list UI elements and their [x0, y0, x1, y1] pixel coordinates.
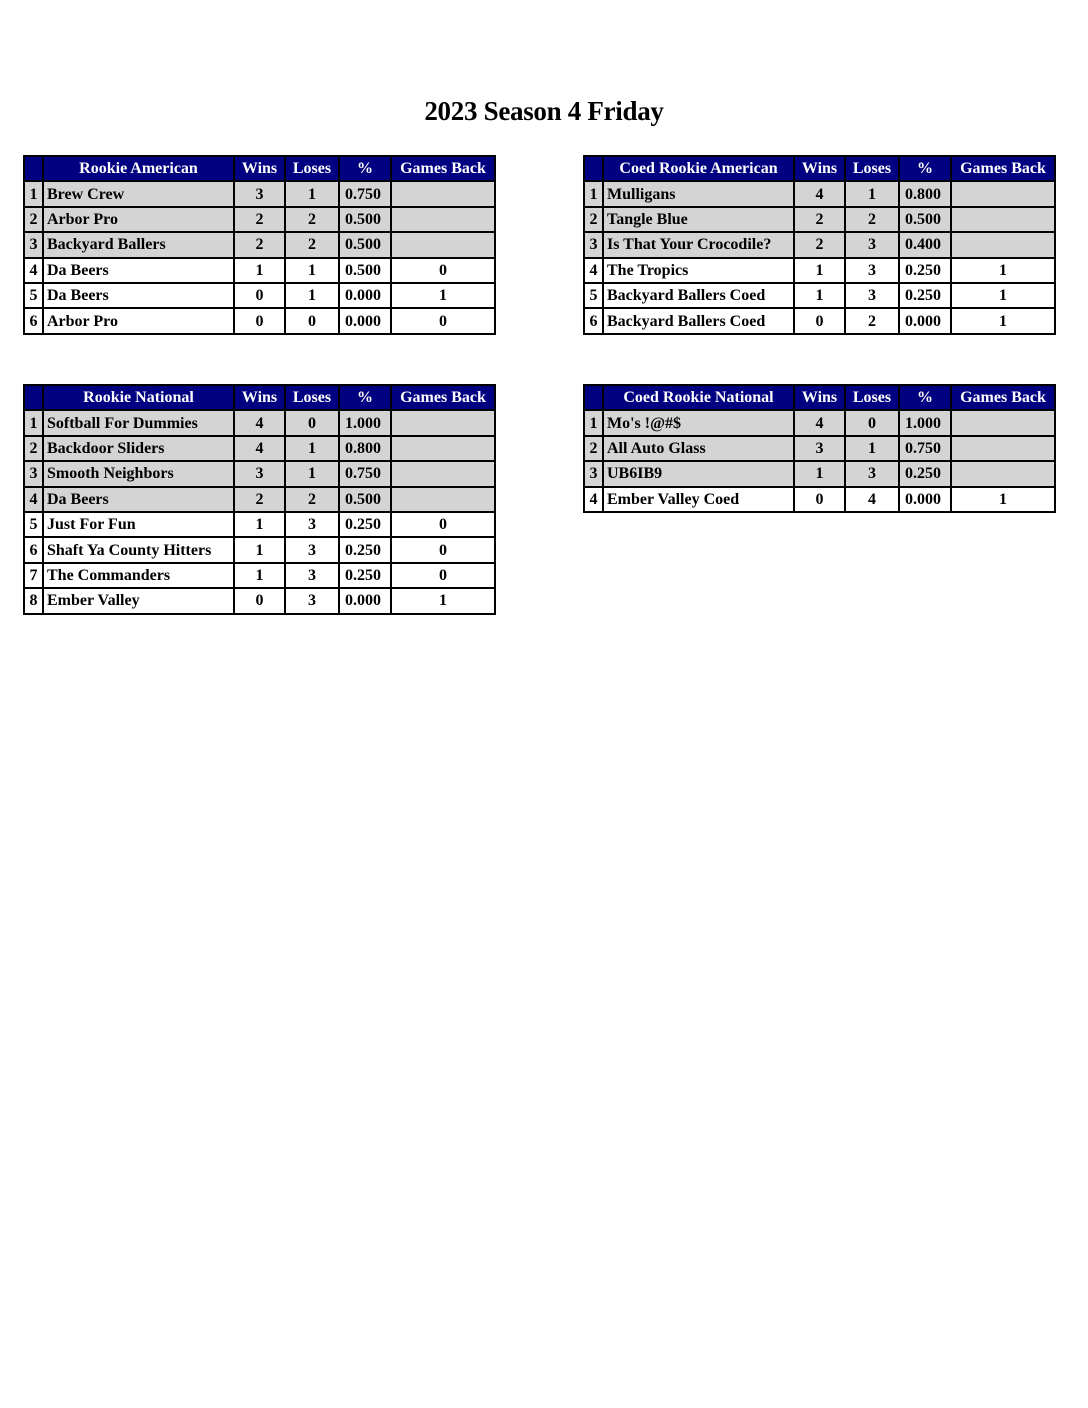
- table-row: [584, 181, 1055, 206]
- loses-cell: 3: [285, 512, 339, 537]
- loses-cell: 3: [845, 461, 899, 486]
- team-name-cell: Smooth Neighbors: [43, 461, 234, 486]
- table-row: [24, 537, 495, 562]
- team-name-cell: Arbor Pro: [43, 308, 234, 333]
- rank-cell: 3: [24, 461, 43, 486]
- rank-cell: 2: [24, 207, 43, 232]
- pct-header: %: [339, 156, 391, 181]
- pct-cell: 0.500: [339, 207, 391, 232]
- pct-cell: 0.500: [339, 487, 391, 512]
- team-name-cell: Backyard Ballers Coed: [603, 283, 794, 308]
- table-row: [584, 232, 1055, 257]
- rank-cell: 2: [584, 207, 603, 232]
- games-back-cell: [951, 436, 1055, 461]
- loses-cell: 1: [845, 436, 899, 461]
- pct-cell: 0.500: [339, 258, 391, 283]
- team-name-cell: UB6IB9: [603, 461, 794, 486]
- table-row: [584, 308, 1055, 333]
- loses-cell: 3: [845, 258, 899, 283]
- rank-cell: 3: [584, 232, 603, 257]
- wins-cell: 0: [234, 283, 285, 308]
- games-back-cell: [391, 410, 495, 435]
- games-back-cell: [391, 207, 495, 232]
- table-row: [24, 258, 495, 283]
- loses-cell: 2: [285, 487, 339, 512]
- wins-cell: 0: [234, 308, 285, 333]
- team-name-cell: The Tropics: [603, 258, 794, 283]
- rank-cell: 3: [584, 461, 603, 486]
- table-row: [24, 232, 495, 257]
- team-name-cell: Ember Valley: [43, 588, 234, 613]
- table-row: [24, 512, 495, 537]
- rank-cell: 5: [584, 283, 603, 308]
- team-name-cell: Backyard Ballers: [43, 232, 234, 257]
- loses-cell: 3: [285, 563, 339, 588]
- rank-cell: 1: [584, 410, 603, 435]
- wins-cell: 3: [794, 436, 845, 461]
- table-row: [24, 461, 495, 486]
- rank-cell: 2: [24, 436, 43, 461]
- loses-cell: 4: [845, 487, 899, 512]
- table-row: [584, 487, 1055, 512]
- team-name-cell: Shaft Ya County Hitters: [43, 537, 234, 562]
- table-row: [24, 181, 495, 206]
- games-back-cell: 1: [951, 487, 1055, 512]
- loses-cell: 2: [285, 232, 339, 257]
- wins-cell: 3: [234, 181, 285, 206]
- pct-cell: 0.000: [339, 308, 391, 333]
- team-name-cell: Da Beers: [43, 258, 234, 283]
- loses-cell: 2: [845, 207, 899, 232]
- pct-cell: 0.250: [339, 512, 391, 537]
- page-title: 2023 Season 4 Friday: [424, 96, 664, 126]
- games-back-cell: 0: [391, 563, 495, 588]
- games-back-cell: 0: [391, 308, 495, 333]
- rank-cell: 1: [24, 410, 43, 435]
- wins-header: Wins: [234, 385, 285, 410]
- games-back-cell: 1: [391, 588, 495, 613]
- rank-cell: 7: [24, 563, 43, 588]
- rank-header-cell: [24, 385, 43, 410]
- loses-header: Loses: [285, 385, 339, 410]
- table-row: [24, 563, 495, 588]
- rank-cell: 2: [584, 436, 603, 461]
- header-row: [24, 385, 495, 410]
- wins-cell: 2: [794, 232, 845, 257]
- rank-cell: 4: [584, 487, 603, 512]
- games-back-cell: [951, 461, 1055, 486]
- pct-cell: 0.250: [339, 537, 391, 562]
- wins-cell: 0: [794, 487, 845, 512]
- wins-cell: 4: [234, 410, 285, 435]
- loses-cell: 1: [285, 283, 339, 308]
- team-name-cell: Da Beers: [43, 487, 234, 512]
- team-name-cell: All Auto Glass: [603, 436, 794, 461]
- table-row: [24, 588, 495, 613]
- games-back-header: Games Back: [391, 156, 495, 181]
- pct-cell: 1.000: [339, 410, 391, 435]
- pct-cell: 0.500: [339, 232, 391, 257]
- pct-header: %: [339, 385, 391, 410]
- wins-cell: 1: [794, 258, 845, 283]
- division-name-header: Coed Rookie National: [603, 385, 794, 410]
- games-back-cell: [391, 181, 495, 206]
- table-row: [584, 283, 1055, 308]
- wins-cell: 2: [234, 207, 285, 232]
- games-back-cell: [951, 207, 1055, 232]
- wins-cell: 1: [794, 461, 845, 486]
- pct-cell: 0.250: [899, 461, 951, 486]
- wins-cell: 1: [234, 563, 285, 588]
- team-name-cell: Mo's !@#$: [603, 410, 794, 435]
- loses-header: Loses: [285, 156, 339, 181]
- rank-cell: 4: [24, 487, 43, 512]
- pct-cell: 0.250: [339, 563, 391, 588]
- wins-cell: 0: [234, 588, 285, 613]
- games-back-cell: [391, 487, 495, 512]
- division-name-header: Rookie National: [43, 385, 234, 410]
- wins-cell: 2: [794, 207, 845, 232]
- rank-cell: 1: [24, 181, 43, 206]
- rank-cell: 6: [24, 308, 43, 333]
- pct-cell: 0.250: [899, 258, 951, 283]
- standings-table-coed-rookie-american: [583, 155, 1056, 335]
- rank-cell: 5: [24, 283, 43, 308]
- wins-cell: 1: [794, 283, 845, 308]
- pct-header: %: [899, 385, 951, 410]
- pct-cell: 0.000: [899, 487, 951, 512]
- pct-cell: 0.750: [899, 436, 951, 461]
- table-row: [584, 410, 1055, 435]
- pct-cell: 0.000: [899, 308, 951, 333]
- games-back-cell: 1: [951, 283, 1055, 308]
- table-row: [584, 436, 1055, 461]
- wins-cell: 2: [234, 487, 285, 512]
- pct-cell: 0.750: [339, 461, 391, 486]
- wins-cell: 4: [794, 181, 845, 206]
- table-row: [24, 283, 495, 308]
- loses-cell: 1: [285, 181, 339, 206]
- pct-cell: 0.000: [339, 283, 391, 308]
- table-row: [24, 436, 495, 461]
- rank-header-cell: [584, 156, 603, 181]
- header-row: [24, 156, 495, 181]
- wins-cell: 3: [234, 461, 285, 486]
- loses-cell: 3: [845, 232, 899, 257]
- games-back-cell: [391, 436, 495, 461]
- standings-table-rookie-american: [23, 155, 496, 335]
- table-row: [24, 487, 495, 512]
- loses-cell: 0: [285, 410, 339, 435]
- pct-cell: 0.400: [899, 232, 951, 257]
- table-row: [24, 308, 495, 333]
- games-back-cell: 1: [391, 283, 495, 308]
- rank-header-cell: [584, 385, 603, 410]
- loses-cell: 1: [285, 258, 339, 283]
- games-back-cell: [951, 232, 1055, 257]
- pct-cell: 0.000: [339, 588, 391, 613]
- team-name-cell: Da Beers: [43, 283, 234, 308]
- loses-cell: 1: [285, 436, 339, 461]
- wins-cell: 4: [794, 410, 845, 435]
- wins-cell: 1: [234, 537, 285, 562]
- team-name-cell: Brew Crew: [43, 181, 234, 206]
- team-name-cell: The Commanders: [43, 563, 234, 588]
- loses-cell: 2: [285, 207, 339, 232]
- loses-header: Loses: [845, 156, 899, 181]
- games-back-cell: [391, 232, 495, 257]
- rank-cell: 4: [584, 258, 603, 283]
- header-row: [584, 385, 1055, 410]
- loses-cell: 0: [285, 308, 339, 333]
- loses-cell: 1: [285, 461, 339, 486]
- rank-cell: 4: [24, 258, 43, 283]
- pct-cell: 0.500: [899, 207, 951, 232]
- wins-header: Wins: [794, 385, 845, 410]
- pct-cell: 0.750: [339, 181, 391, 206]
- loses-cell: 3: [285, 588, 339, 613]
- rank-cell: 6: [24, 537, 43, 562]
- rank-cell: 6: [584, 308, 603, 333]
- team-name-cell: Backyard Ballers Coed: [603, 308, 794, 333]
- division-name-header: Coed Rookie American: [603, 156, 794, 181]
- table-row: [584, 207, 1055, 232]
- loses-cell: 1: [845, 181, 899, 206]
- loses-cell: 3: [285, 537, 339, 562]
- standings-table-rookie-national: [23, 384, 496, 615]
- wins-cell: 1: [234, 258, 285, 283]
- wins-cell: 1: [234, 512, 285, 537]
- team-name-cell: Tangle Blue: [603, 207, 794, 232]
- games-back-header: Games Back: [391, 385, 495, 410]
- rank-header-cell: [24, 156, 43, 181]
- loses-cell: 0: [845, 410, 899, 435]
- team-name-cell: Softball For Dummies: [43, 410, 234, 435]
- pct-cell: 0.250: [899, 283, 951, 308]
- rank-cell: 1: [584, 181, 603, 206]
- team-name-cell: Backdoor Sliders: [43, 436, 234, 461]
- games-back-cell: [951, 410, 1055, 435]
- loses-cell: 2: [845, 308, 899, 333]
- games-back-header: Games Back: [951, 385, 1055, 410]
- rank-cell: 3: [24, 232, 43, 257]
- rank-cell: 5: [24, 512, 43, 537]
- wins-cell: 2: [234, 232, 285, 257]
- table-row: [24, 207, 495, 232]
- games-back-cell: 0: [391, 512, 495, 537]
- pct-cell: 0.800: [899, 181, 951, 206]
- games-back-cell: 0: [391, 537, 495, 562]
- team-name-cell: Is That Your Crocodile?: [603, 232, 794, 257]
- games-back-cell: 1: [951, 258, 1055, 283]
- games-back-cell: 1: [951, 308, 1055, 333]
- pct-header: %: [899, 156, 951, 181]
- wins-header: Wins: [794, 156, 845, 181]
- division-name-header: Rookie American: [43, 156, 234, 181]
- team-name-cell: Mulligans: [603, 181, 794, 206]
- games-back-cell: 0: [391, 258, 495, 283]
- games-back-cell: [391, 461, 495, 486]
- loses-header: Loses: [845, 385, 899, 410]
- games-back-cell: [951, 181, 1055, 206]
- team-name-cell: Ember Valley Coed: [603, 487, 794, 512]
- team-name-cell: Arbor Pro: [43, 207, 234, 232]
- table-row: [584, 258, 1055, 283]
- games-back-header: Games Back: [951, 156, 1055, 181]
- pct-cell: 0.800: [339, 436, 391, 461]
- table-row: [24, 410, 495, 435]
- header-row: [584, 156, 1055, 181]
- team-name-cell: Just For Fun: [43, 512, 234, 537]
- wins-cell: 0: [794, 308, 845, 333]
- table-row: [584, 461, 1055, 486]
- wins-cell: 4: [234, 436, 285, 461]
- pct-cell: 1.000: [899, 410, 951, 435]
- rank-cell: 8: [24, 588, 43, 613]
- wins-header: Wins: [234, 156, 285, 181]
- loses-cell: 3: [845, 283, 899, 308]
- standings-table-coed-rookie-national: [583, 384, 1056, 513]
